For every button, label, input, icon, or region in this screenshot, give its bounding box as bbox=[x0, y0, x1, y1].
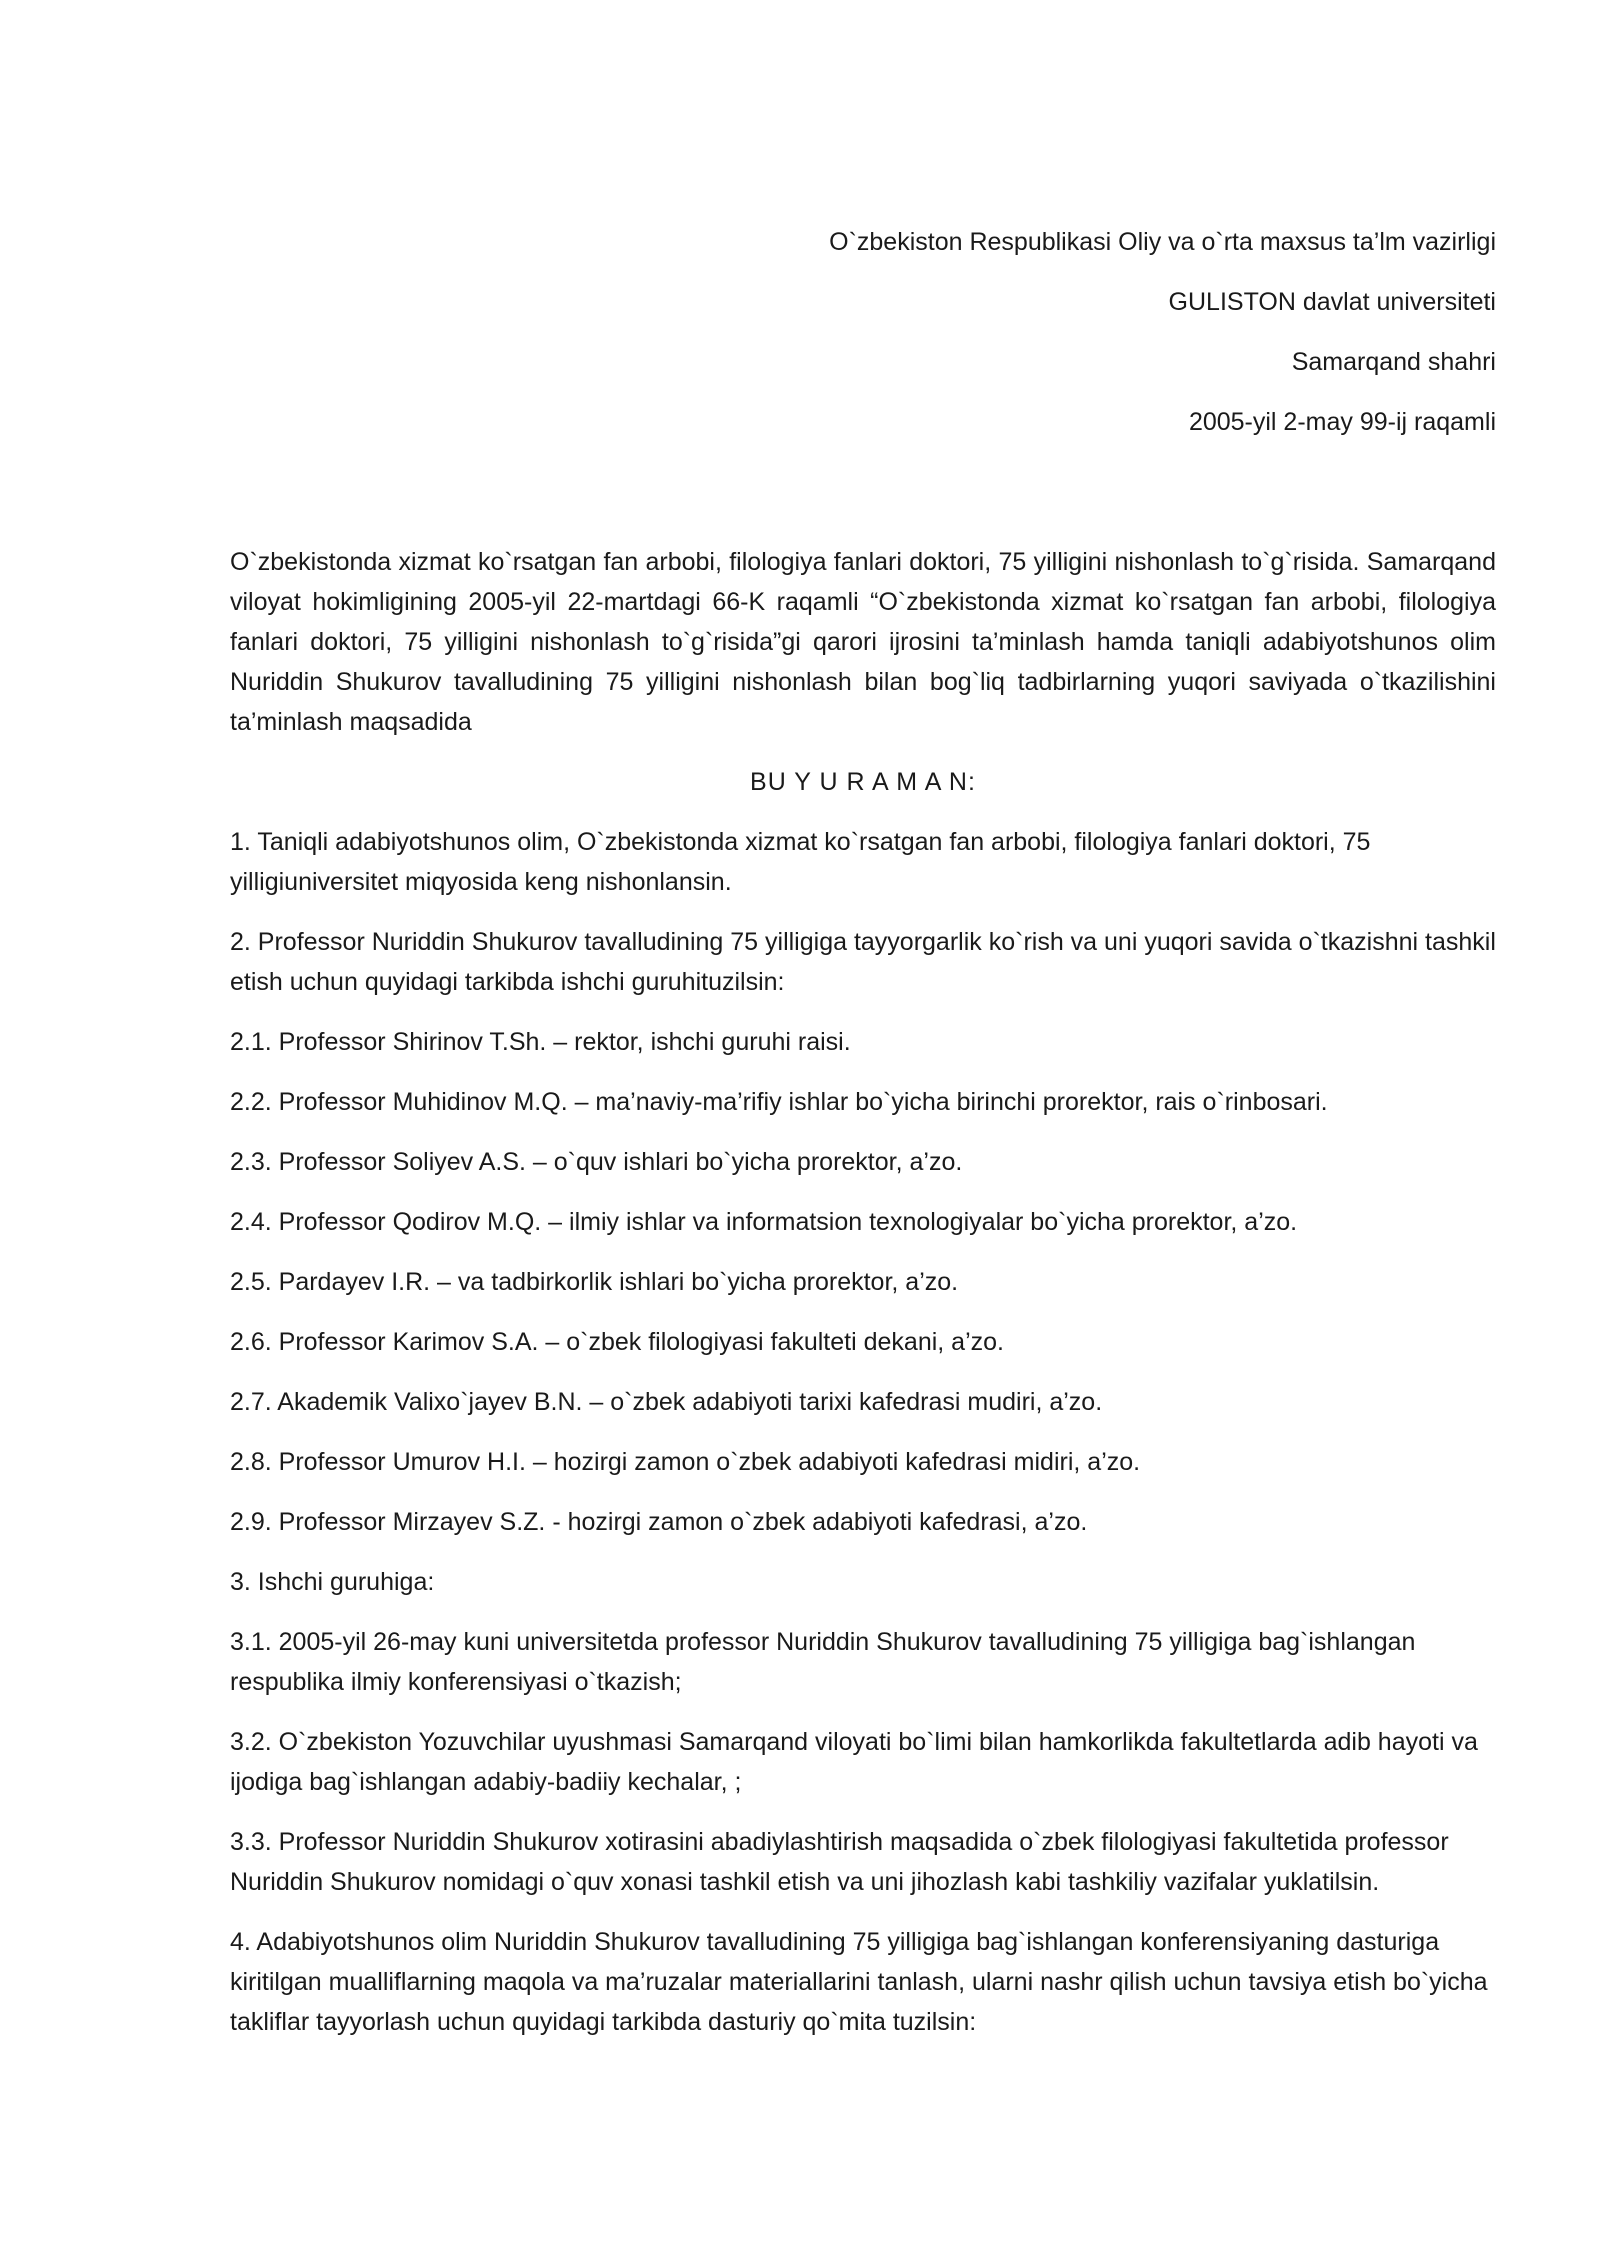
document-body bbox=[230, 222, 1496, 2062]
intro-paragraph: O`zbekistonda xizmat ko`rsatgan fan arbobi, filologiya fanlari doktori, 75 yilligini nishonlash to`g`risida. Samarqand viloyat hokimligining 2005-yil 22-martdagi 66-K raqamli “O`zbekistonda xizmat ko`rsatgan fan arbobi, filologiya fanlari doktori, 75 yilligini nishonlash to`g`risida”gi qarori ijrosini ta’minlash hamda taniqli adabiyotshunos olim Nuriddin Shukurov tavalludining 75 yilligini nishonlash bilan bog`liq tadbirlarning yuqori saviyada o`tkazilishini ta’minlash maqsadida bbox=[230, 548, 1496, 736]
decree-item-2-8: 2.8. Professor Umurov H.I. – hozirgi zamon o`zbek adabiyoti kafedrasi midiri, a’zo. bbox=[230, 1448, 1141, 1476]
decree-item-4: 4. Adabiyotshunos olim Nuriddin Shukurov tavalludining 75 yilligiga bag`ishlangan konferensiyaning dasturiga kiritilgan mualliflarning maqola va ma’ruzalar materiallarini tanlash, ularni nashr qilish uchun tavsiya etish bo`yicha takliflar tayyorlash uchun quyidagi tarkibda dasturiy qo`mita tuzilsin: bbox=[230, 1928, 1488, 2036]
ministry-line: O`zbekiston Respublikasi Oliy va o`rta maxsus ta’lm vazirligi bbox=[829, 228, 1496, 256]
decree-item-2-6: 2.6. Professor Karimov S.A. – o`zbek filologiyasi fakulteti dekani, a’zo. bbox=[230, 1328, 1004, 1356]
decree-item-3: 3. Ishchi guruhiga: bbox=[230, 1568, 435, 1596]
decree-item-2-9: 2.9. Professor Mirzayev S.Z. - hozirgi zamon o`zbek adabiyoti kafedrasi, a’zo. bbox=[230, 1508, 1088, 1536]
date-number-line: 2005-yil 2-may 99-ij raqamli bbox=[1188, 408, 1496, 436]
document-header bbox=[230, 222, 1496, 442]
decree-item-2: 2. Professor Nuriddin Shukurov tavalludining 75 yilligiga tayyorgarlik ko`rish va uni yuqori savida o`tkazishni tashkil etish uchun quyidagi tarkibda ishchi guruhituzilsin: bbox=[230, 928, 1496, 996]
decree-item-2-5: 2.5. Pardayev I.R. – va tadbirkorlik ishlari bo`yicha prorektor, a’zo. bbox=[230, 1268, 959, 1296]
decree-heading: BU Y U R A M A N: bbox=[750, 768, 976, 796]
decree-items bbox=[230, 822, 1496, 2042]
city-line: Samarqand shahri bbox=[1291, 348, 1496, 376]
decree-item-2-3: 2.3. Professor Soliyev A.S. – o`quv ishlari bo`yicha prorektor, a’zo. bbox=[230, 1148, 963, 1176]
decree-item-3-2: 3.2. O`zbekiston Yozuvchilar uyushmasi Samarqand viloyati bo`limi bilan hamkorlikda fakultetlarda adib hayoti va ijodiga bag`ishlangan adabiy-badiiy kechalar, ; bbox=[230, 1728, 1478, 1796]
header-spacer bbox=[230, 462, 1496, 542]
decree-item-2-2: 2.2. Professor Muhidinov M.Q. – ma’naviy-ma’rifiy ishlar bo`yicha birinchi prorektor, rais o`rinbosari. bbox=[230, 1088, 1328, 1116]
decree-item-2-1: 2.1. Professor Shirinov T.Sh. – rektor, ishchi guruhi raisi. bbox=[230, 1028, 851, 1056]
university-line: GULISTON davlat universiteti bbox=[1168, 288, 1496, 316]
decree-item-2-4: 2.4. Professor Qodirov M.Q. – ilmiy ishlar va informatsion texnologiyalar bo`yicha prorektor, a’zo. bbox=[230, 1208, 1298, 1236]
decree-item-1: 1. Taniqli adabiyotshunos olim, O`zbekistonda xizmat ko`rsatgan fan arbobi, filologiya fanlari doktori, 75 yilligiuniversitet miqyosida keng nishonlansin. bbox=[230, 828, 1371, 896]
decree-item-2-7: 2.7. Akademik Valixo`jayev B.N. – o`zbek adabiyoti tarixi kafedrasi mudiri, a’zo. bbox=[230, 1388, 1103, 1416]
decree-item-3-3: 3.3. Professor Nuriddin Shukurov xotirasini abadiylashtirish maqsadida o`zbek filologiyasi fakultetida professor Nuriddin Shukurov nomidagi o`quv xonasi tashkil etish va uni jihozlash kabi tashkiliy vazifalar yuklatilsin. bbox=[230, 1828, 1449, 1896]
decree-item-3-1: 3.1. 2005-yil 26-may kuni universitetda professor Nuriddin Shukurov tavalludining 75 yilligiga bag`ishlangan respublika ilmiy konferensiyasi o`tkazish; bbox=[230, 1628, 1416, 1696]
